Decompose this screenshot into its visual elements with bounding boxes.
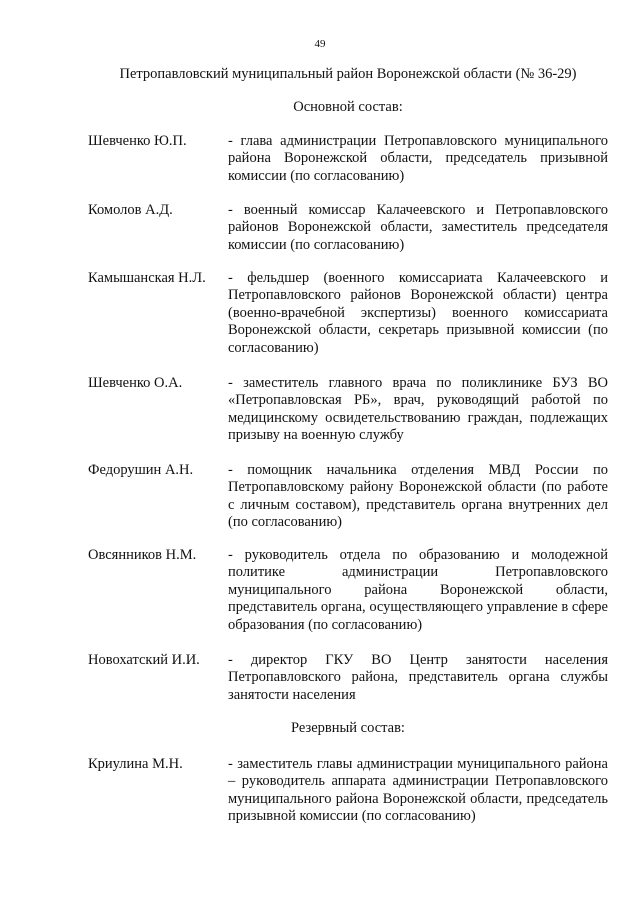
member-role: - помощник начальника отделения МВД России по Петропавловскому району Воронежской области (по работе с личным составом), представитель органа внутренних дел (по согласованию)	[228, 462, 608, 531]
member-role: - заместитель главы администрации муниципального района – руководитель аппарата администрации Петропавловского муниципального района Воронежской области, председатель призывной комиссии (по согласованию)	[228, 756, 608, 825]
member-name: Комолов А.Д.	[88, 202, 173, 218]
member-name: Новохатский И.И.	[88, 652, 200, 668]
main-composition-heading: Основной состав:	[293, 99, 403, 115]
member-name: Шевченко О.А.	[88, 375, 183, 391]
member-role: - директор ГКУ ВО Центр занятости населения Петропавловского района, представитель органа службы занятости населения	[228, 652, 608, 703]
member-role: - военный комиссар Калачеевского и Петропавловского районов Воронежской области, заместитель председателя комиссии (по согласованию)	[228, 202, 608, 253]
member-role: - заместитель главного врача по поликлинике БУЗ ВО «Петропавловская РБ», врач, руководящий работой по медицинскому освидетельствованию граждан, подлежащих призыву на военную службу	[228, 375, 608, 444]
member-name: Камышанская Н.Л.	[88, 270, 206, 286]
member-role: - фельдшер (военного комиссариата Калачеевского и Петропавловского районов Воронежской области) центра (военно-врачебной экспертизы) военного комиссариата Воронежской области, секретарь призывной комиссии (по согласованию)	[228, 270, 608, 356]
document-title: Петропавловский муниципальный район Воронежской области (№ 36-29)	[119, 66, 577, 82]
member-name: Шевченко Ю.П.	[88, 133, 187, 149]
member-role: - глава администрации Петропавловского муниципального района Воронежской области, председатель призывной комиссии (по согласованию)	[228, 133, 608, 184]
member-name: Овсянников Н.М.	[88, 547, 197, 563]
page-number: 49	[314, 38, 326, 50]
member-name: Криулина М.Н.	[88, 756, 183, 772]
member-role: - руководитель отдела по образованию и молодежной политике администрации Петропавловского муниципального района Воронежской области, представитель органа, осуществляющего управление в сфере образования (по согласованию)	[228, 547, 608, 633]
reserve-composition-heading: Резервный состав:	[291, 720, 405, 736]
member-name: Федорушин А.Н.	[88, 462, 194, 478]
